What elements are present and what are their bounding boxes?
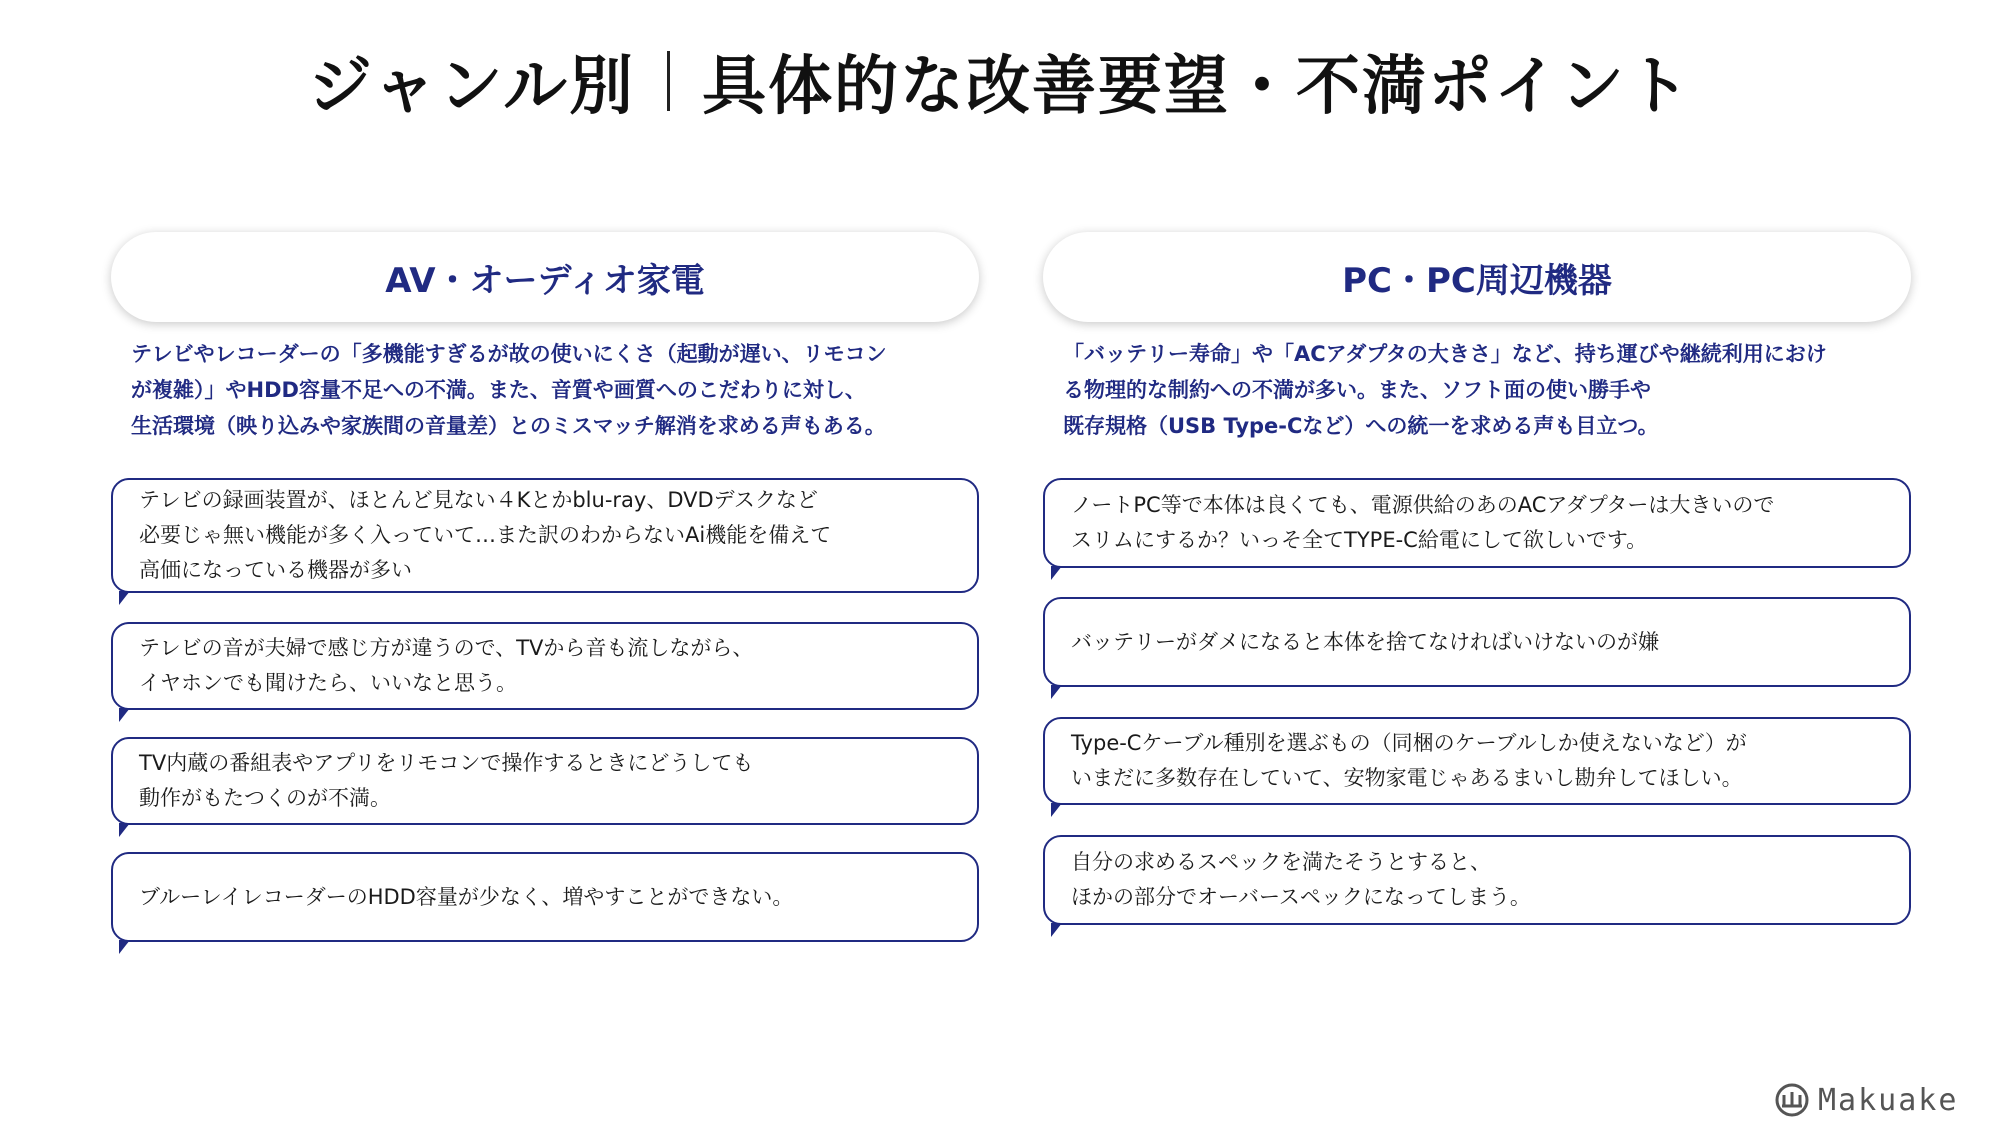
pc-comment-bubble: [1043, 597, 1911, 687]
makuake-logo: [1774, 1080, 1958, 1120]
comment-line: 自分の求めるスペックを満たそうとすると、: [1071, 850, 1491, 874]
comment-text: [1071, 726, 1747, 796]
comment-line: テレビの録画装置が、ほとんど見ない４Kとかblu-ray、DVDデスクなど: [139, 488, 818, 512]
pc-comment-bubble: [1043, 835, 1911, 925]
logo-wordmark: Makuake: [1818, 1082, 1959, 1118]
comment-line: イヤホンでも聞けたら、いいなと思う。: [139, 671, 517, 695]
makuake-logo-icon: [1774, 1082, 1810, 1118]
av-summary-line: が複雑）」やHDD容量不足への不満。また、音質や画質へのこだわりに対し、: [131, 378, 866, 402]
comment-text: [1071, 845, 1531, 915]
av-column: [111, 232, 979, 909]
comment-text: [1071, 488, 1774, 558]
pc-section-title: PC・PC周辺機器: [1342, 260, 1612, 301]
pc-summary: [1063, 336, 1903, 444]
av-comment-bubble: [111, 737, 979, 825]
av-section-header: [111, 232, 979, 322]
av-summary-line: テレビやレコーダーの「多機能すぎるが故の使いにくさ（起動が遅い、リモコン: [131, 342, 887, 366]
av-summary-line: 生活環境（映り込みや家族間の音量差）とのミスマッチ解消を求める声もある。: [131, 414, 886, 438]
comment-text: [1071, 625, 1659, 660]
comment-line: ブルーレイレコーダーのHDD容量が少なく、増やすことができない。: [139, 884, 794, 909]
comment-line: ほかの部分でオーバースペックになってしまう。: [1071, 885, 1531, 909]
pc-summary-line: 既存規格（USB Type-Cなど）への統一を求める声も目立つ。: [1063, 414, 1659, 438]
comment-text: [139, 483, 831, 588]
pc-section-header: [1043, 232, 1911, 322]
comment-text: [139, 631, 753, 701]
av-comment-bubble: [111, 852, 979, 942]
pc-comment-bubble: [1043, 717, 1911, 805]
av-section-title: AV・オーディオ家電: [385, 260, 705, 301]
pc-summary-line: る物理的な制約への不満が多い。また、ソフト面の使い勝手や: [1063, 378, 1651, 402]
av-summary: [131, 336, 971, 444]
comment-line: 動作がもたつくのが不満。: [139, 786, 391, 810]
title-divider: [667, 51, 670, 111]
comment-line: いまだに多数存在していて、安物家電じゃあるまいし勘弁してほしい。: [1071, 766, 1743, 790]
av-comment-bubble: [111, 478, 979, 593]
page-title: [0, 26, 2000, 136]
page-title-topic: 具体的な改善要望・不満ポイント: [702, 50, 1693, 124]
comment-line: TV内蔵の番組表やアプリをリモコンで操作するときにどうしても: [139, 751, 754, 775]
comment-text: [139, 746, 753, 816]
comment-line: Type-Cケーブル種別を選ぶもの（同梱のケーブルしか使えないなど）が: [1071, 731, 1747, 755]
av-comment-bubble: [111, 622, 979, 710]
pc-column: [1043, 232, 1911, 909]
pc-summary-line: 「バッテリー寿命」や「ACアダプタの大きさ」など、持ち運びや継続利用におけ: [1063, 342, 1827, 366]
comment-line: バッテリーがダメになると本体を捨てなければいけないのが嫌: [1071, 629, 1659, 654]
comment-line: ノートPC等で本体は良くても、電源供給のあのACアダプターは大きいので: [1071, 493, 1775, 517]
comment-text: [139, 880, 793, 915]
comment-line: スリムにするか？いっそ全てTYPE-C給電にして欲しいです。: [1071, 528, 1648, 552]
comment-line: 高価になっている機器が多い: [139, 558, 412, 582]
page-title-genre: ジャンル別: [307, 50, 636, 124]
comment-line: 必要じゃ無い機能が多く入っていて…また訳のわからないAi機能を備えて: [139, 523, 832, 547]
comment-line: テレビの音が夫婦で感じ方が違うので、TVから音も流しながら、: [139, 636, 754, 660]
pc-comment-bubble: [1043, 478, 1911, 568]
